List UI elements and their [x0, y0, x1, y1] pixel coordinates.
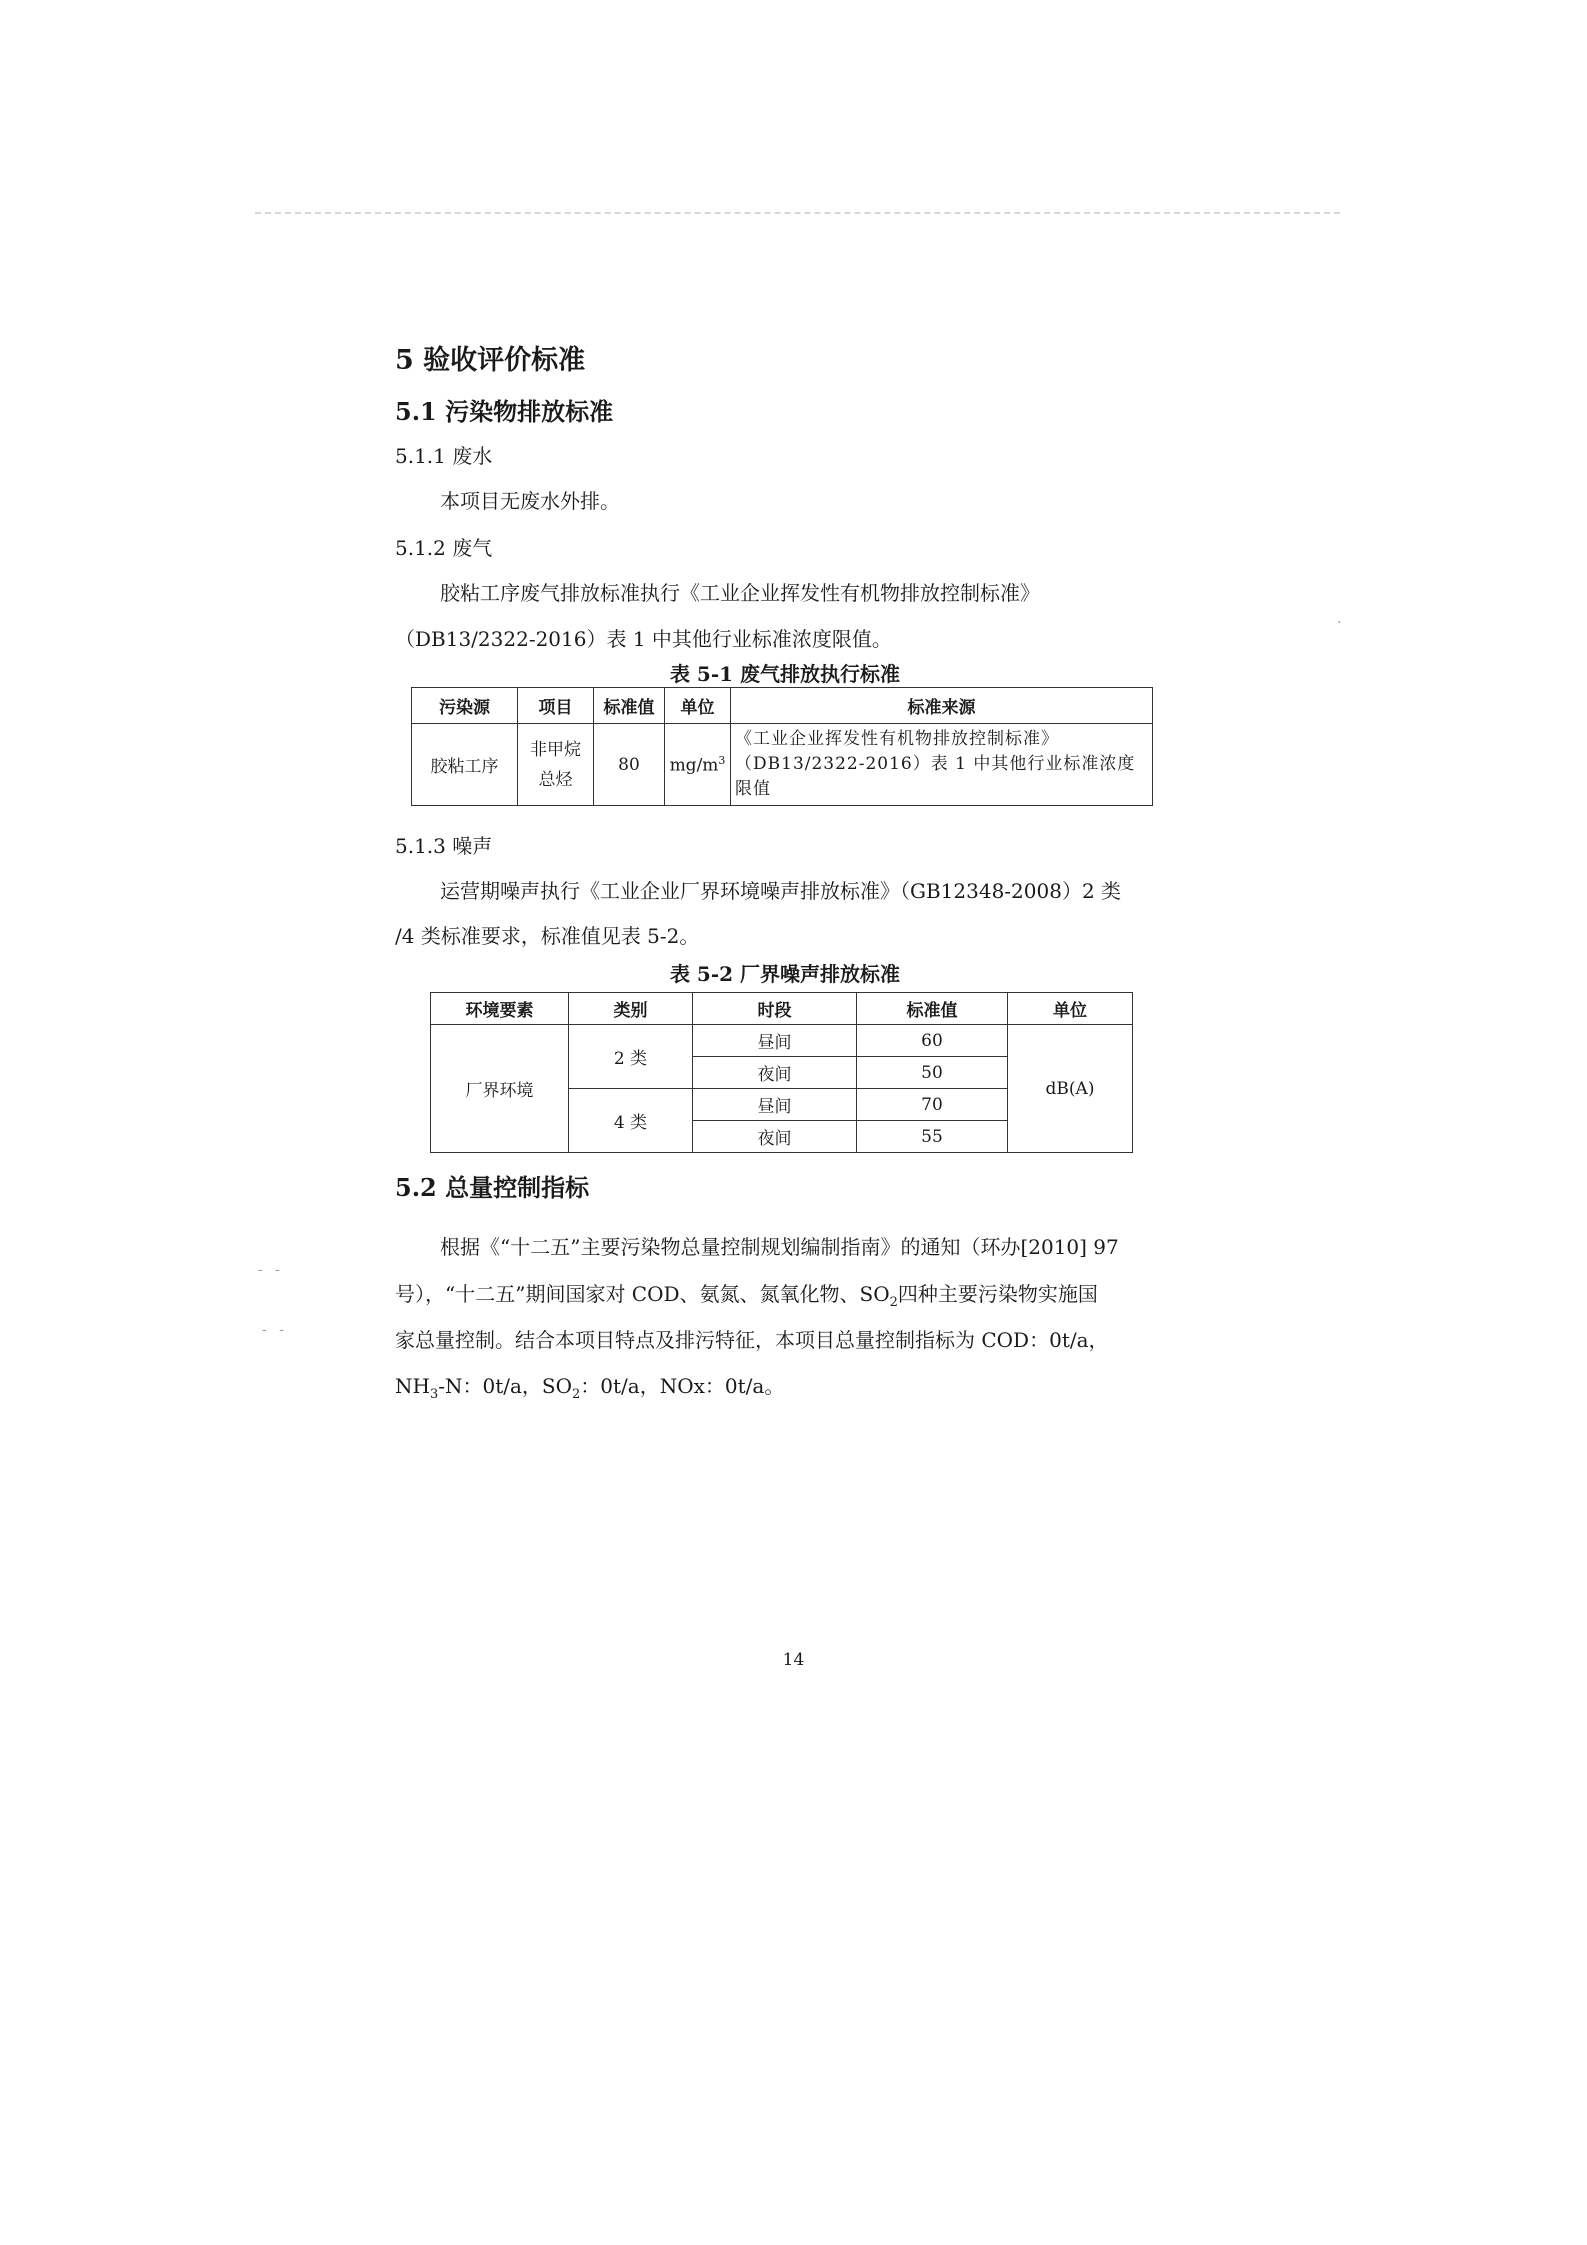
table1-cell-value: 80: [594, 724, 665, 806]
subsection-5-1-3-title: 5.1.3 噪声: [395, 834, 493, 858]
table2-cell-period: 昼间: [693, 1089, 857, 1121]
table2-cell-class-2: 2 类: [569, 1025, 693, 1089]
table2-cell-value: 55: [857, 1121, 1008, 1153]
scan-mark-left-2: - -: [262, 1322, 288, 1338]
nh3-subscript: 3: [429, 1387, 439, 1402]
table1-unit-base: mg/m: [669, 755, 719, 776]
scan-mark-right: ·: [1337, 615, 1346, 631]
subsection-5-1-title: 5.1 污染物排放标准: [395, 397, 614, 426]
total-control-line2: [395, 1278, 1098, 1310]
table2-header-value: 标准值: [857, 993, 1008, 1025]
table2-header-period: 时段: [693, 993, 857, 1025]
total-control-line2-b: 四种主要污染物实施国: [897, 1282, 1098, 1306]
table1-header-standard: 标准来源: [731, 688, 1153, 724]
table1-cell-source: 胶粘工序: [412, 724, 518, 806]
noise-standard-table: [430, 992, 1133, 1153]
exhaust-standard-table: [411, 687, 1153, 806]
table2-cell-value: 70: [857, 1089, 1008, 1121]
page-number: 14: [782, 1650, 805, 1670]
so2-subscript-2: 2: [572, 1387, 581, 1402]
table1-header-value: 标准值: [594, 688, 665, 724]
scan-mark-left-1: - -: [258, 1262, 284, 1278]
noise-text-line1: 运营期噪声执行《工业企业厂界环境噪声排放标准》（GB12348-2008）2 类: [440, 879, 1122, 903]
table2-header-class: 类别: [569, 993, 693, 1025]
subsection-5-1-1-title: 5.1.1 废水: [395, 444, 493, 468]
total-control-line3: 家总量控制。结合本项目特点及排污特征，本项目总量控制指标为 COD：0t/a，: [395, 1328, 1109, 1352]
total-control-line4-b: -N：0t/a，SO: [438, 1374, 573, 1398]
table2-cell-value: 50: [857, 1057, 1008, 1089]
table2-header-unit: 单位: [1008, 993, 1133, 1025]
table-row: [412, 724, 1153, 806]
exhaust-text-line2: （DB13/2322-2016）表 1 中其他行业标准浓度限值。: [395, 627, 892, 651]
wastewater-text: 本项目无废水外排。: [440, 489, 620, 513]
table1-header-source: 污染源: [412, 688, 518, 724]
table1-cell-standard: 《工业企业挥发性有机物排放控制标准》（DB13/2322-2016）表 1 中其他行业标准浓度限值: [731, 724, 1153, 806]
table2-cell-value: 60: [857, 1025, 1008, 1057]
table-row: [431, 1025, 1133, 1057]
table1-cell-item: 非甲烷总烃: [518, 724, 594, 806]
table2-caption: 表 5-2 厂界噪声排放标准: [669, 962, 901, 986]
table1-header-unit: 单位: [665, 688, 731, 724]
so2-subscript: 2: [889, 1295, 898, 1310]
table2-header-row: [431, 993, 1133, 1025]
header-rule: [255, 212, 1340, 214]
table2-cell-period: 夜间: [693, 1121, 857, 1153]
subsection-5-2-title: 5.2 总量控制指标: [395, 1173, 590, 1202]
noise-text-line2: /4 类标准要求，标准值见表 5-2。: [395, 924, 700, 948]
table1-header-item: 项目: [518, 688, 594, 724]
total-control-line2-a: 号），“十二五”期间国家对 COD、氨氮、氮氧化物、SO: [395, 1282, 890, 1306]
section-title: 5 验收评价标准: [395, 345, 586, 376]
table2-cell-element: 厂界环境: [431, 1025, 569, 1153]
total-control-line4-a: NH: [395, 1374, 430, 1398]
table2-cell-class-4: 4 类: [569, 1089, 693, 1153]
table2-header-element: 环境要素: [431, 993, 569, 1025]
table1-header-row: [412, 688, 1153, 724]
total-control-line1: 根据《“十二五”主要污染物总量控制规划编制指南》的通知（环办[2010] 97: [440, 1235, 1119, 1259]
table2-cell-period: 夜间: [693, 1057, 857, 1089]
table1-unit-sup: 3: [718, 753, 726, 767]
total-control-line4: [395, 1370, 784, 1402]
table2-cell-unit: dB(A): [1008, 1025, 1133, 1153]
exhaust-text-line1: 胶粘工序废气排放标准执行《工业企业挥发性有机物排放控制标准》: [440, 581, 1040, 605]
subsection-5-1-2-title: 5.1.2 废气: [395, 536, 493, 560]
total-control-line4-c: ：0t/a，NOx：0t/a。: [580, 1374, 785, 1398]
table2-cell-period: 昼间: [693, 1025, 857, 1057]
table1-caption: 表 5-1 废气排放执行标准: [669, 662, 901, 686]
table1-cell-unit: [665, 724, 731, 806]
